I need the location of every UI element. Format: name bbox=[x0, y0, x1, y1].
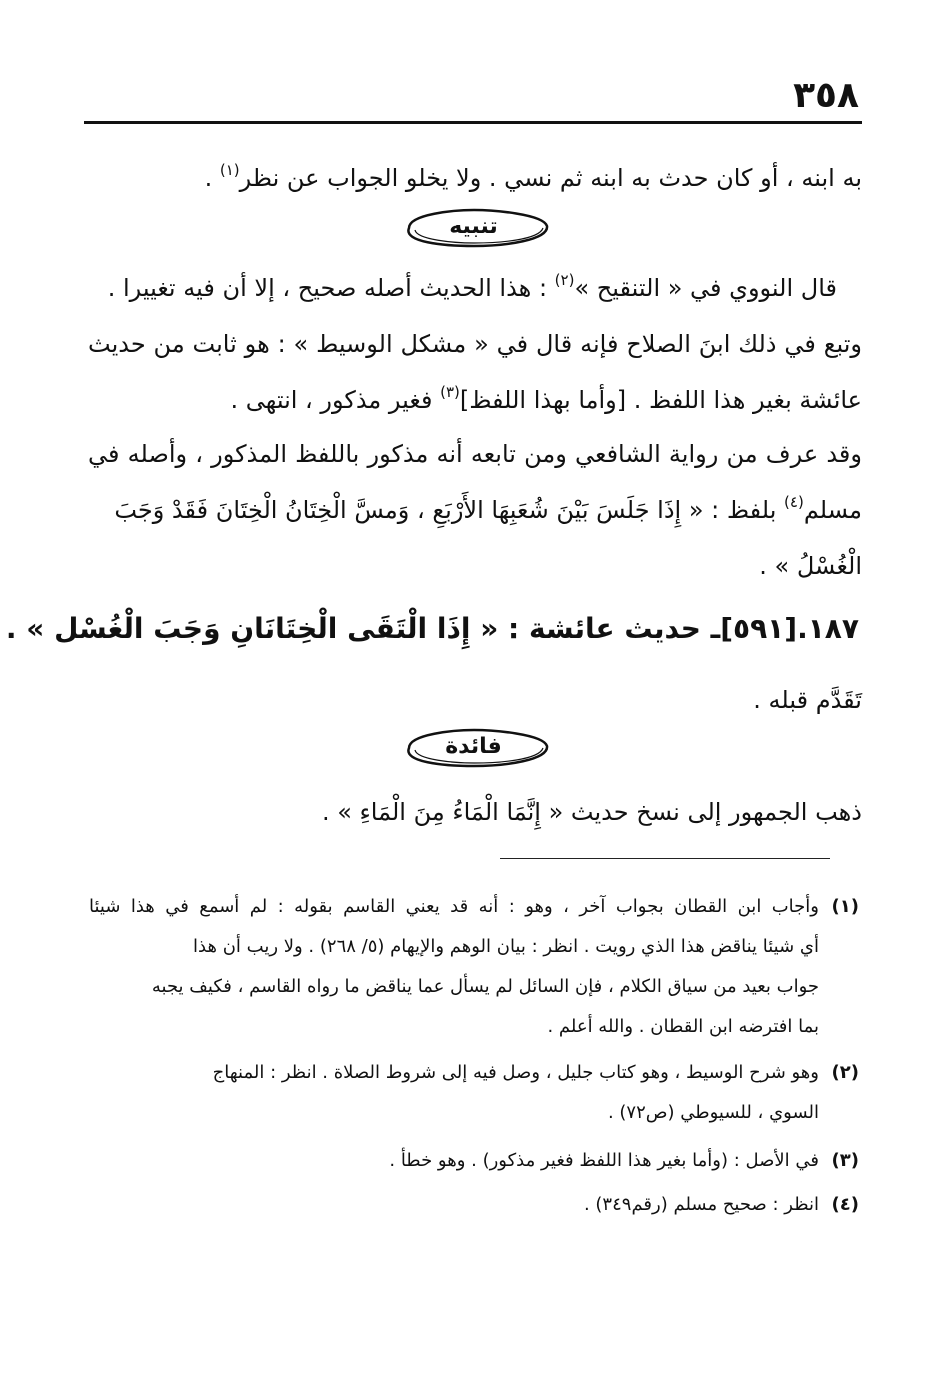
footnote-2-line-1 bbox=[89, 1058, 859, 1088]
footnote-2-line-2: السوي ، للسيوطي (ص٧٢) . bbox=[607, 1102, 819, 1123]
footnote-1-line-1 bbox=[89, 892, 859, 922]
para2-line-2-a: مسلم bbox=[803, 496, 862, 524]
footnote-ref-3[interactable]: (٣) bbox=[440, 383, 460, 401]
footnote-2-text-1: وهو شرح الوسيط ، وهو كتاب جليل ، وصل فيه إلى شروط الصلاة . انظر : المنهاج bbox=[212, 1062, 819, 1083]
body-line-1-end: . bbox=[204, 164, 220, 192]
footnote-ref-2[interactable]: (٢) bbox=[554, 271, 575, 289]
hadith-title: ـ حديث عائشة : « إِذَا الْتَقَى الْخِتَانَانِ وَجَبَ الْغُسْل » . bbox=[5, 612, 721, 645]
footnote-3-marker: (٣) bbox=[831, 1150, 859, 1171]
footnote-3-text-1: في الأصل : (وأما بغير هذا اللفظ فغير مذكور) . وهو خطأ . bbox=[389, 1150, 819, 1171]
footnote-1-line-2: أي شيئا يناقض هذا الذي رويت . انظر : بيان الوهم والإيهام (٥/ ٢٦٨) . ولا ريب أن هذا bbox=[193, 936, 819, 957]
header-rule bbox=[84, 121, 862, 124]
footnote-4-marker: (٤) bbox=[831, 1194, 859, 1215]
para2-line-2-b: بلفظ : « إِذَا جَلَسَ بَيْنَ شُعَبِهَا الأَرْبَعِ ، وَمسَّ الْخِتَانُ الْخِتَانَ فَقَدْ وَجَبَ bbox=[114, 496, 785, 524]
footnote-4-line-1 bbox=[89, 1190, 859, 1220]
footnote-1-line-3: جواب بعيد من سياق الكلام ، فإن السائل لم يسأل عما يناقض ما رواه القاسم ، فكيف يجبه bbox=[151, 976, 819, 997]
hadith-reference: .[٥٩١] bbox=[720, 612, 808, 645]
hadith-number: ١٨٧ bbox=[807, 612, 859, 645]
para1-line-1 bbox=[85, 268, 837, 308]
footnote-separator bbox=[500, 858, 830, 859]
para2-line-2 bbox=[88, 490, 862, 530]
body-line-1 bbox=[88, 158, 862, 198]
tanbeeh-label: تنبيه bbox=[449, 214, 498, 239]
footnote-ref-4[interactable]: (٤) bbox=[784, 493, 804, 511]
hadith-heading bbox=[6, 606, 859, 652]
footnote-1-text-1: وأجاب ابن القطان بجواب آخر ، وهو : أنه قد يعني القاسم بقوله : لم أسمع في هذا شيئا bbox=[89, 896, 819, 917]
faida-label: فائدة bbox=[445, 734, 502, 759]
faida-text: ذهب الجمهور إلى نسخ حديث « إِنَّمَا الْمَاءُ مِنَ الْمَاءِ » . bbox=[321, 798, 862, 826]
para1-line-3-a: عائشة بغير هذا اللفظ . [وأما بهذا اللفظ] bbox=[459, 386, 862, 414]
tanbeeh-badge bbox=[395, 206, 553, 250]
footnote-3-line-1 bbox=[89, 1146, 859, 1176]
tuqaddam-line: تَقَدَّم قبله . bbox=[753, 686, 862, 714]
para1-line-3 bbox=[88, 380, 862, 420]
footnote-1-line-4: بما افترضه ابن القطان . والله أعلم . bbox=[547, 1016, 819, 1037]
para2-line-3: الْغُسْلُ » . bbox=[759, 552, 862, 580]
faida-badge bbox=[395, 726, 553, 770]
footnote-4-text-1: انظر : صحيح مسلم (رقم٣٤٩) . bbox=[583, 1194, 819, 1215]
body-line-1-text: به ابنه ، أو كان حدث به ابنه ثم نسي . ولا يخلو الجواب عن نظر bbox=[239, 164, 862, 192]
para1-line-2: وتبع في ذلك ابنَ الصلاح فإنه قال في « مشكل الوسيط » : هو ثابت من حديث bbox=[88, 330, 862, 358]
para1-line-1-b: : هذا الحديث أصله صحيح ، إلا أن فيه تغييرا . bbox=[107, 274, 555, 302]
footnote-ref-1[interactable]: (١) bbox=[219, 161, 240, 179]
footnote-2-marker: (٢) bbox=[831, 1062, 859, 1083]
para1-line-3-b: فغير مذكور ، انتهى . bbox=[230, 386, 441, 414]
footnote-1-marker: (١) bbox=[831, 896, 859, 917]
page-number: ٣٥٨ bbox=[793, 75, 859, 116]
para2-line-1: وقد عرف من رواية الشافعي ومن تابعه أنه مذكور باللفظ المذكور ، وأصله في bbox=[88, 440, 862, 468]
para1-line-1-a: قال النووي في « التنقيح » bbox=[574, 274, 837, 302]
